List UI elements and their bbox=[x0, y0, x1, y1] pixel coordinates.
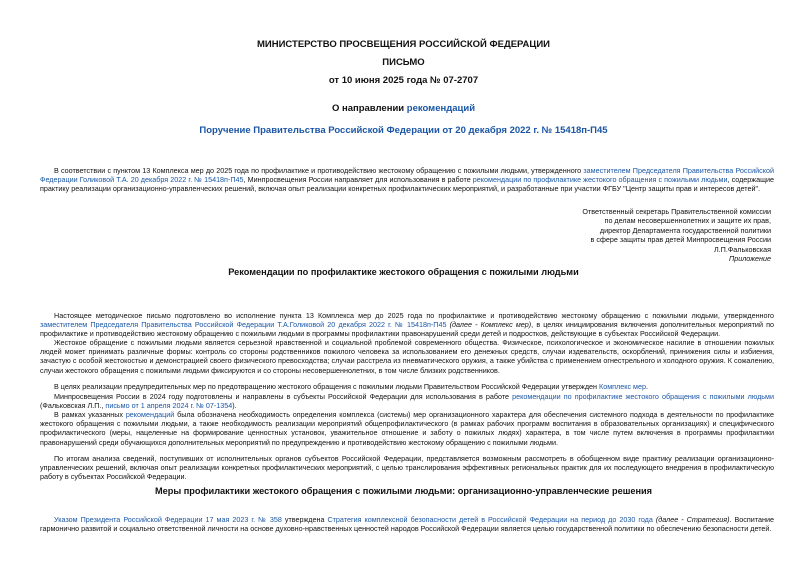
prevention-recommendations-link[interactable]: рекомендации по профилактике жестокого обращения с пожилыми людьми bbox=[472, 175, 728, 185]
document-date-number: от 10 июня 2025 года № 07-2707 bbox=[328, 75, 479, 86]
signature-line-2: по делам несовершеннолетних и защите их прав, bbox=[604, 216, 771, 226]
intro-text-2: , Минпросвещения России направляет для использования в работе bbox=[243, 175, 473, 185]
paragraph-system-measures bbox=[40, 410, 774, 447]
measures-complex-link[interactable]: Комплекс мер bbox=[599, 382, 646, 391]
section-title: Меры профилактики жестокого обращения с пожилыми людьми: организационно-управленческие решения bbox=[154, 486, 653, 496]
intro-text-3: , содержащие практику реализации организационно-управленческих решений, включая опыт реализации конкретных профилактических мероприятий, и разработанные при участии ФГБУ "Центр защиты прав и интересов детей". bbox=[40, 175, 775, 194]
purpose-text-1: Настоящее методическое письмо подготовлено во исполнение пункта 13 Комплекса мер до 2025 года по профилактике и противодействию жестокому обращению с пожилыми людьми, утвержденного bbox=[54, 311, 774, 320]
document-subject bbox=[0, 103, 807, 115]
deputy-chairman-link[interactable]: заместителем Председателя Правительства Российской Федерации Голиковой Т.А. 20 декабря 2022 г. № 15418п-П45 bbox=[40, 166, 774, 185]
ministry-2024-text-1: Минпросвещения России в 2024 году подготовлены и направлены в субъекты Российской Федерации для использования в работе bbox=[54, 392, 513, 401]
system-text-2: была обозначена необходимость определения комплекса (системы) мер организационного характера для обеспечения системного подхода в деятельности по профилактике жестокого обращения с пожилыми людьми, а также необходимость реализации мероприятий общепрофилактического (в рамках рабочих программ воспитания в образовательных организациях) и специфического профилактического (меры, нацеленные на формирование ценностных установок, уважительное отношение и заботу о пожилых людях) характера, в том числе путем включения в программы профилактики правонарушений среди обучающихся дополнительных мероприятий по предупреждению и противодействию жестокому обращению с пожилыми людьми. bbox=[40, 410, 775, 447]
signature-line-3: директор Департамента государственной политики bbox=[599, 225, 771, 235]
government-order-link[interactable]: Поручение Правительства Российской Федерации от 20 декабря 2022 г. № 15418п-П45 bbox=[199, 125, 608, 136]
signature-line-1: Ответственный секретарь Правительственной комиссии bbox=[582, 207, 771, 216]
strategy-text-3: . Воспитание гармонично развитой и социально ответственной личности на основе духовно-нравственных ценностей народов Российской Федерации является целью государственной политики по обеспечению безопасности детей. bbox=[40, 515, 774, 534]
ministry-name: МИНИСТЕРСТВО ПРОСВЕЩЕНИЯ РОССИЙСКОЙ ФЕДЕРАЦИИ bbox=[256, 39, 551, 50]
presidential-decree-link[interactable]: Указом Президента Российской Федерации 17 мая 2023 г. № 358 bbox=[54, 515, 282, 524]
document-type: ПИСЬМО bbox=[382, 57, 425, 68]
signature-block bbox=[471, 207, 771, 263]
intro-paragraph bbox=[40, 166, 774, 194]
paragraph-analysis: По итогам анализа сведений, поступивших от исполнительных органов субъектов Российской Федерации, представляется возможным рассмотреть в обобщенном виде практику реализации организационно-управленческих решений, включая опыт реализации конкретных профилактических мероприятий, с целью транслирования эффективных региональных практик для их последующего внедрения в профилактическую работу в субъектах Российской Федерации. bbox=[40, 454, 774, 482]
paragraph-purpose bbox=[40, 311, 774, 339]
strategy-abbreviation: (далее - Стратегия) bbox=[655, 515, 730, 524]
recommendations-2024-link[interactable]: рекомендации по профилактике жестокого обращения с пожилыми людьми bbox=[512, 392, 775, 401]
measures-text-1: В целях реализации предупредительных мер по предотвращению жестокого обращения с пожилыми людьми Правительством Российской Федерации утвержден bbox=[54, 382, 600, 391]
paragraph-problem: Жестокое обращение с пожилыми людьми является серьезной нравственной и социальной проблемой современного общества. Физическое, психологическое и экономическое насилие в отношении пожилых людей может принимать различные формы: контроль со стороны родственников пожилого человека за использованием его денежных средств, случаи издевательств, оскорблений, принижения силы и избиения, зачастую с особой жестокостью и демонстрацией своего физического превосходства; случаи расстрела из пневматического оружия, а также убийства с применением огнестрельного и холодного оружия. К сожалению, случаи жестокого обращения с пожилыми людьми фиксируются и со стороны несовершеннолетних, в том числе близких родственников. bbox=[40, 338, 774, 375]
signature-line-4: в сфере защиты прав детей Минпросвещения России bbox=[590, 235, 771, 245]
strategy-link[interactable]: Стратегия комплексной безопасности детей в Российской Федерации на период до 2030 года bbox=[327, 515, 653, 524]
recommendations-title: Рекомендации по профилактике жестокого обращения с пожилыми людьми bbox=[228, 267, 579, 277]
paragraph-strategy bbox=[40, 515, 774, 533]
deputy-chairman-link-2[interactable]: заместителем Председателя Правительства Российской Федерации Т.А.Голиковой 20 декабря 2022 г. № 15418п-П45 bbox=[40, 320, 447, 330]
purpose-abbreviation: (далее - Комплекс мер) bbox=[449, 320, 532, 330]
subject-prefix: О направлении bbox=[331, 103, 407, 114]
system-text-1: В рамках указанных bbox=[54, 410, 126, 419]
purpose-text-3: , в целях инициирования включения дополнительных мероприятий по профилактике и противодействию жестокому обращению с пожилыми людьми в программы профилактики правонарушений среди детей и подростков, действующие в субъектах Российской Федерации. bbox=[40, 320, 774, 339]
paragraph-ministry-2024 bbox=[40, 392, 774, 410]
recommendations-link-3[interactable]: рекомендаций bbox=[125, 410, 175, 419]
paragraph-measures bbox=[40, 382, 774, 391]
intro-text-1: В соответствии с пунктом 13 Комплекса мер до 2025 года по профилактике и противодействию жестокому обращению с пожилыми людьми, утвержденного bbox=[54, 166, 584, 175]
appendix-label: Приложение bbox=[729, 254, 771, 264]
signature-name: Л.П.Фальковская bbox=[713, 244, 771, 254]
strategy-text-1: утверждена bbox=[281, 515, 328, 524]
recommendations-link[interactable]: рекомендаций bbox=[406, 103, 476, 114]
measures-text-2: . bbox=[646, 382, 648, 391]
ministry-2024-text-3: ). bbox=[232, 401, 237, 411]
ministry-2024-text-2: (Фальковская Л.П., bbox=[40, 401, 106, 411]
letter-2024-link[interactable]: письмо от 1 апреля 2024 г. № 07-1354 bbox=[105, 401, 233, 411]
